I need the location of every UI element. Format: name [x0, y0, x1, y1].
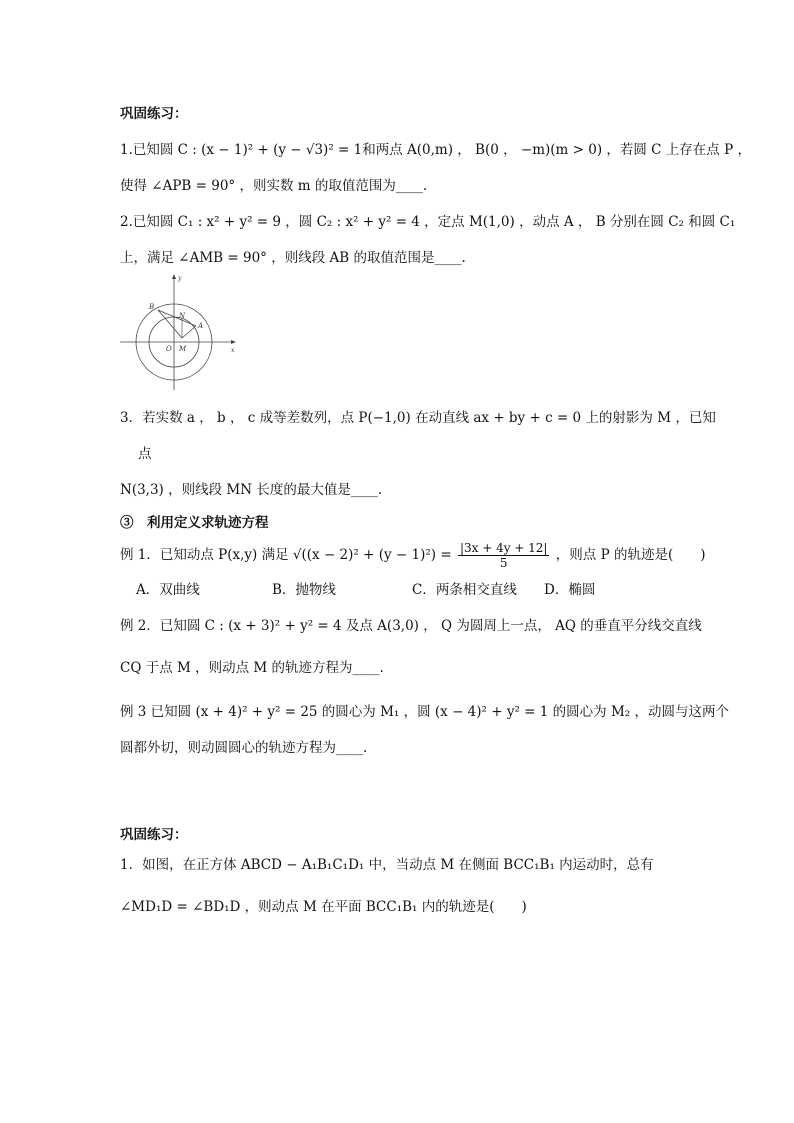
ex1-options — [120, 580, 660, 600]
section3-heading: 巩固练习： — [120, 827, 188, 843]
q3-line3: N(3,3) ，则线段 MN 长度的最大值是____. — [120, 482, 383, 498]
label-O: O — [166, 345, 172, 353]
ex2-line2: CQ 于点 M ，则动点 M 的轨迹方程为____. — [120, 660, 384, 676]
cube-q1-line2: ∠MD₁D = ∠BD₁D ，则动点 M 在平面 BCC₁B₁ 内的轨迹是( ) — [120, 899, 527, 915]
segment-MA — [182, 326, 196, 338]
cube-q1-line1: 1．如图，在正方体 ABCD − A₁B₁C₁D₁ 中，当动点 M 在侧面 BCC₁B₁ 内运动时，总有 — [120, 857, 654, 873]
option-c: C．两条相交直线 — [412, 582, 517, 598]
q2-line2: 上，满足 ∠AMB = 90° ，则线段 AB 的取值范围是____. — [120, 250, 466, 266]
label-x: x — [231, 347, 235, 354]
x-axis-arrow — [231, 340, 236, 344]
q1-line2: 使得 ∠APB = 90° ，则实数 m 的取值范围为____. — [120, 178, 428, 194]
label-M: M — [179, 345, 187, 353]
q3-line2: 点 — [138, 446, 152, 462]
y-axis-arrow — [172, 274, 176, 279]
q2-line1: 2.已知圆 C₁ : x² + y² = 9 ，圆 C₂ : x² + y² = 4 ，定点 M(1,0) ，动点 A ， B 分别在圆 C₂ 和圆 C₁ — [120, 214, 736, 230]
label-N: N — [179, 312, 186, 320]
ex1-prefix: 例 1．已知动点 P(x,y) 满足 √((x − 2)² + (y − 1)²) = — [120, 547, 452, 563]
ex1-frac-den: 5 — [499, 556, 508, 570]
section1-heading: 巩固练习： — [120, 106, 188, 122]
section2-heading: ③ 利用定义求轨迹方程 — [120, 515, 269, 531]
q3-line1: 3．若实数 a ， b ， c 成等差数列，点 P(−1,0) 在动直线 ax + by + c = 0 上的射影为 M ，已知 — [120, 410, 716, 426]
option-d: D．椭圆 — [544, 582, 596, 598]
label-y: y — [178, 275, 182, 282]
option-a: A．双曲线 — [136, 582, 200, 598]
circle-figure — [120, 272, 242, 394]
label-A: A — [198, 322, 204, 330]
q1-line1: 1.已知圆 C : (x − 1)² + (y − √3)² = 1和两点 A(0,m) ， B(0 ， −m)(m > 0) ，若圆 C 上存在点 P ， — [120, 142, 751, 158]
label-B: B — [149, 303, 155, 311]
ex1-line — [120, 541, 705, 570]
ex1-fraction — [458, 541, 550, 570]
ex3-line1: 例 3 已知圆 (x + 4)² + y² = 25 的圆心为 M₁ ，圆 (x − 4)² + y² = 1 的圆心为 M₂ ，动圆与这两个 — [120, 704, 729, 720]
option-b: B．抛物线 — [272, 582, 336, 598]
ex2-line1: 例 2．已知圆 C : (x + 3)² + y² = 4 及点 A(3,0) ， Q 为圆周上一点， AQ 的垂直平分线交直线 — [120, 618, 702, 634]
ex3-line2: 圆都外切，则动圆圆心的轨迹方程为____. — [120, 740, 368, 756]
ex1-frac-num: |3x + 4y + 12| — [459, 541, 548, 555]
segment-BA — [158, 310, 196, 326]
ex1-suffix: ，则点 P 的轨迹是( ) — [555, 547, 706, 563]
